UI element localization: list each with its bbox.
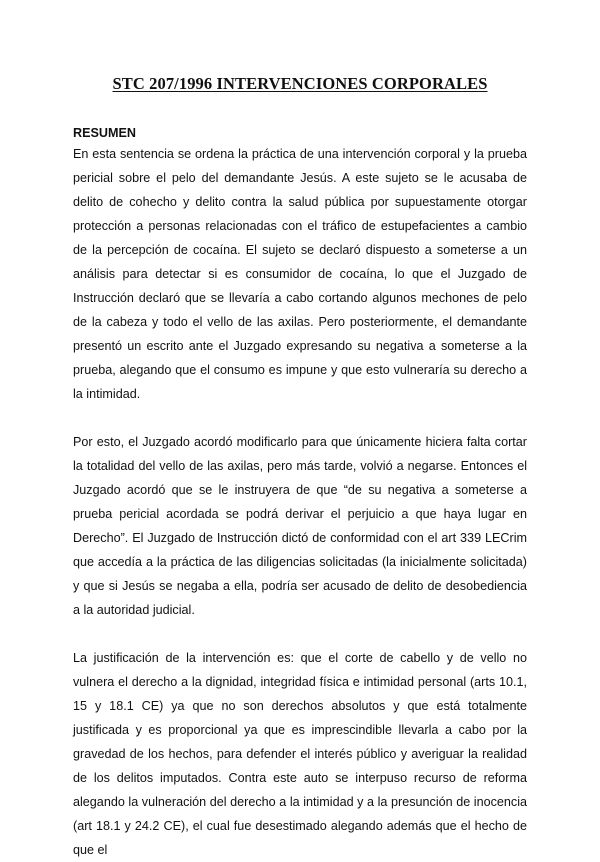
paragraph-1: En esta sentencia se ordena la práctica de una intervención corporal y la prueba pericial sobre el pelo del demandante Jesús. A este sujeto se le acusaba de delito de cohecho y delito contra la salud pública por supuestamente otorgar protección a personas relacionadas con el tráfico de estupefacientes a cambio de la percepción de cocaína. El sujeto se declaró dispuesto a someterse a un análisis para detectar si es consumidor de cocaína, lo que el Juzgado de Instrucción declaró que se llevaría a cabo cortando algunos mechones de pelo de la cabeza y todo el vello de las axilas. Pero posteriormente, el demandante presentó un escrito ante el Juzgado expresando su negativa a someterse a la prueba, alegando que el consumo es impune y que esto vulneraría su derecho a la intimidad. bbox=[73, 147, 527, 401]
document-body bbox=[73, 124, 527, 862]
section-heading: RESUMEN bbox=[73, 126, 136, 140]
paragraph-2: Por esto, el Juzgado acordó modificarlo para que únicamente hiciera falta cortar la totalidad del vello de las axilas, pero más tarde, volvió a negarse. Entonces el Juzgado acordó que se le instruyera de que “de su negativa a someterse a prueba pericial acordada se podrá derivar el perjuicio a que haya lugar en Derecho”. El Juzgado de Instrucción dictó de conformidad con el art 339 LECrim que accedía a la práctica de las diligencias solicitadas (la inicialmente solicitada) y que si Jesús se negaba a ella, podría ser acusado de delito de desobediencia a la autoridad judicial. bbox=[73, 435, 527, 617]
paragraph-spacer bbox=[73, 406, 527, 430]
document-title: STC 207/1996 INTERVENCIONES CORPORALES bbox=[112, 74, 488, 93]
paragraph-spacer bbox=[73, 622, 527, 646]
paragraph-3: La justificación de la intervención es: que el corte de cabello y de vello no vulnera el derecho a la dignidad, integridad física e intimidad personal (arts 10.1, 15 y 18.1 CE) ya que no son derechos absolutos y que está totalmente justificada y es proporcional ya que es imprescindible llevarla a cabo por la gravedad de los hechos, para defender el interés público y averiguar la realidad de los delitos imputados. Contra este auto se interpuso recurso de reforma alegando la vulneración del derecho a la intimidad y a la presunción de inocencia (art 18.1 y 24.2 CE), el cual fue desestimado alegando además que el hecho de que el bbox=[73, 651, 527, 857]
